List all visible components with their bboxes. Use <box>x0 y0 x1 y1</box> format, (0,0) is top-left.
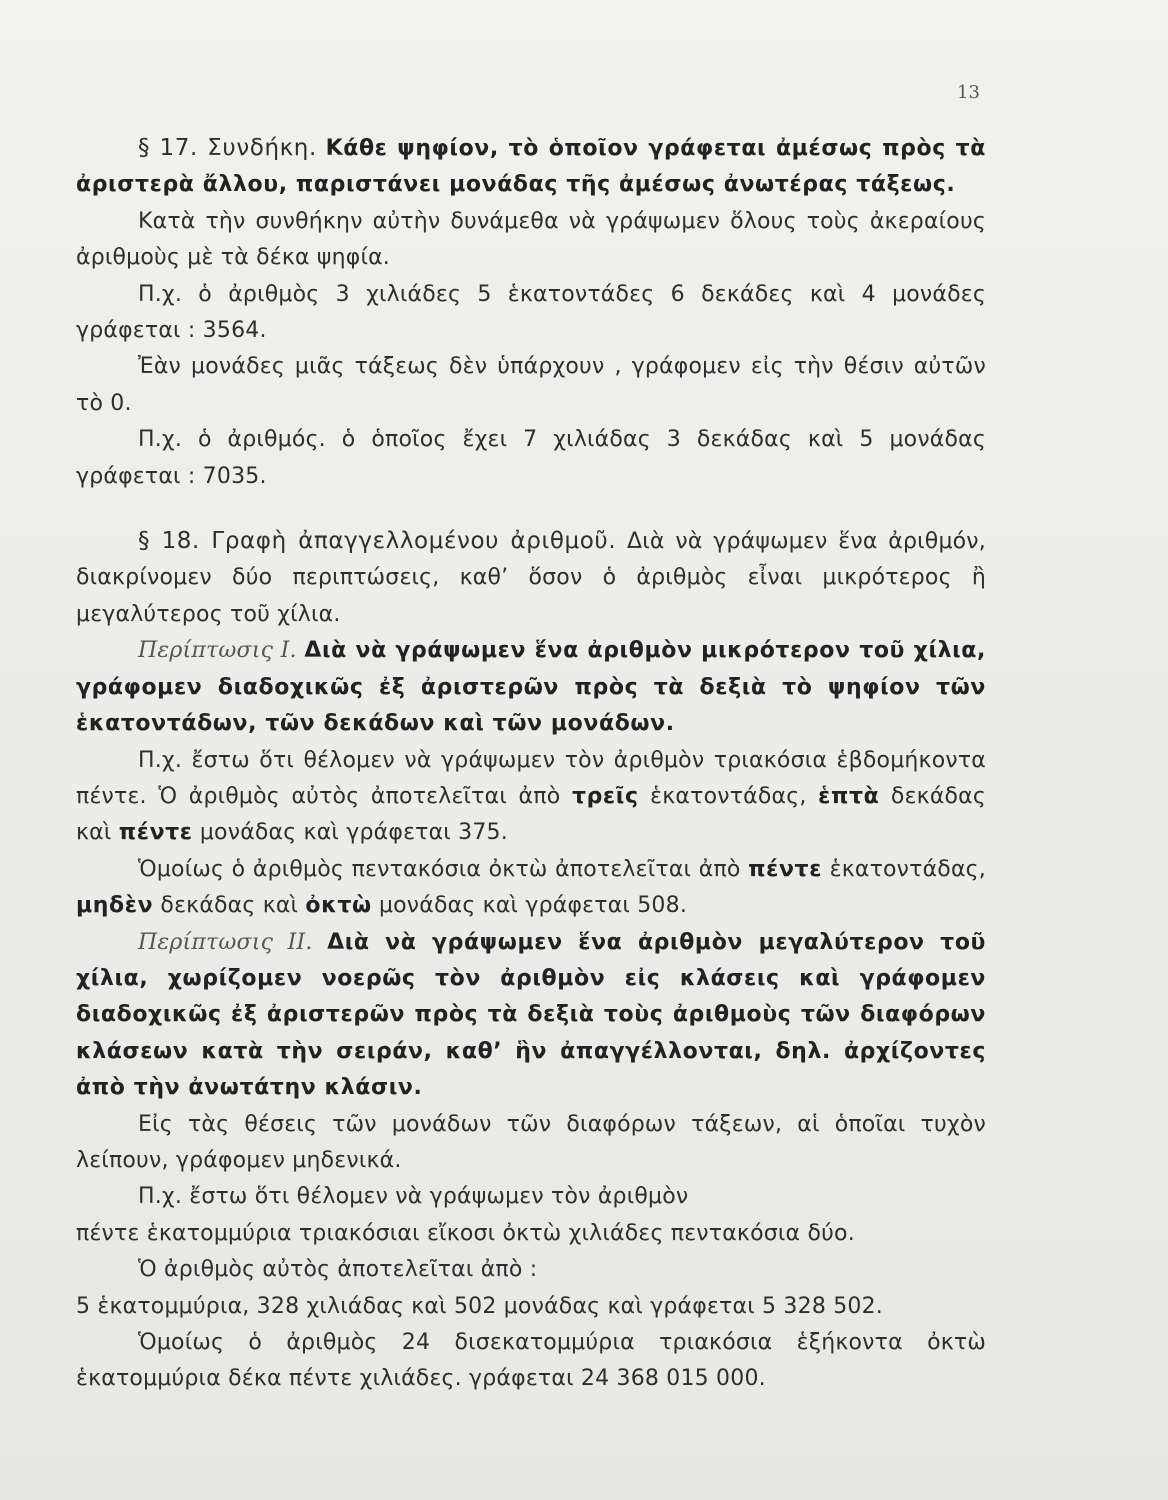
example-3-line: 5 ἑκατομμύρια, 328 χιλιάδας καὶ 502 μονάδας καὶ γράφεται 5 328 502. <box>76 1293 883 1319</box>
case-2-rule <box>76 925 986 1107</box>
section-17-rule-text: Κάθε ψηφίον, τὸ ὁποῖον γράφεται ἀμέσως πρὸς τὰ ἀριστερὰ ἄλλου, παριστάνει μονάδας τῆς ἀμέσως ἀνωτέρας τάξεως. <box>76 136 986 198</box>
section-18-intro <box>76 523 986 633</box>
case-1-rule-text: Διὰ νὰ γράψωμεν ἕνα ἀριθμὸν μικρότερον τοῦ χίλια, γράφομεν διαδοχικῶς ἐξ ἀριστερῶν πρὸς τὰ δεξιὰ τὸ ψηφίον τῶν ἑκατοντάδων, τῶν δεκάδων καὶ τῶν μονάδων. <box>76 638 986 737</box>
example-4: Ὁμοίως ὁ ἀριθμὸς 24 δισεκατομμύρια τριακόσια ἑξήκοντα ὀκτὼ ἑκατομμύρια δέκα πέντε χιλιάδες. γράφεται 24 368 015 000. <box>76 1330 986 1392</box>
text-run: μονάδας καὶ γράφεται 375. <box>199 820 508 846</box>
example-2 <box>76 852 986 925</box>
emphasis: μηδὲν <box>76 893 154 919</box>
paragraph: Εἰς τὰς θέσεις τῶν μονάδων τῶν διαφόρων τάξεων, αἱ ὁποῖαι τυχὸν λείπουν, γράφομεν μηδενικά. <box>76 1111 986 1173</box>
paragraph: Ἐὰν μονάδες μιᾶς τάξεως δὲν ὑπάρχουν , γράφομεν εἰς τὴν θέσιν αὐτῶν τὸ 0. <box>76 354 986 416</box>
text-run: μονάδας καὶ γράφεται 508. <box>378 893 688 919</box>
emphasis: πέντε <box>118 820 193 846</box>
case-2-label: Περίπτωσις II. <box>138 929 313 955</box>
example-3-line: Π.χ. ἔστω ὅτι θέλομεν νὰ γράψωμεν τὸν ἀριθμὸν <box>138 1184 689 1210</box>
section-18-intro-text: Διὰ νὰ γράψωμεν ἕνα ἀριθμόν, διακρίνομεν δύο περιπτώσεις, καθ’ ὅσον ὁ ἀριθμὸς εἶναι μικρότερος ἢ μεγαλύτερος τοῦ χίλια. <box>76 529 986 627</box>
paragraph: Π.χ. ὁ ἀριθμὸς 3 χιλιάδες 5 ἑκατοντάδες 6 δεκάδες καὶ 4 μονάδες γράφεται : 3564. <box>76 281 986 344</box>
section-17-rule <box>76 130 986 204</box>
section-18-heading: § 18. Γραφὴ ἀπαγγελλομένου ἀριθμοῦ. <box>138 528 617 555</box>
case-2-rule-text: Διὰ νὰ γράψωμεν ἕνα ἀριθμὸν μεγαλύτερον τοῦ χίλια, χωρίζομεν νοερῶς τὸν ἀριθμὸν εἰς κλάσεις καὶ γράφομεν διαδοχικῶς ἐξ ἀριστερῶν πρὸς τὰ δεξιὰ τοὺς ἀριθμοὺς τῶν διαφόρων κλάσεων κατὰ τὴν σειράν, καθ’ ἣν ἀπαγγέλλονται, δηλ. ἀρχίζοντες ἀπὸ τὴν ἀνωτάτην κλάσιν. <box>76 929 986 1101</box>
paragraph: Κατὰ τὴν συνθήκην αὐτὴν δυνάμεθα νὰ γράψωμεν ὅλους τοὺς ἀκεραίους ἀριθμοὺς μὲ τὰ δέκα ψηφία. <box>76 208 986 271</box>
example-1 <box>76 743 986 852</box>
example-3-line: πέντε ἑκατομμύρια τριακόσιαι εἴκοσι ὀκτὼ χιλιάδες πεντακόσια δύο. <box>76 1220 855 1246</box>
text-run: ἑκατοντάδας, <box>650 783 807 809</box>
page-number: 13 <box>957 82 980 103</box>
text-run: Ὁμοίως ὁ ἀριθμὸς πεντακόσια ὀκτὼ ἀποτελεῖται ἀπὸ <box>138 856 741 882</box>
text-run: ἑκατοντάδας, <box>829 856 986 882</box>
section-17-heading: § 17. Συνδήκη. <box>138 135 317 161</box>
text-run: Π.χ. ἔστω ὅτι θέλομεν νὰ γράψωμεν τὸν ἀριθμὸν τριακόσια ἑβδομήκοντα πέντε. Ὁ ἀριθμὸς αὐτὸς ἀποτελεῖται ἀπὸ <box>76 747 986 809</box>
emphasis: πέντε <box>748 856 823 882</box>
page-content <box>76 130 986 1398</box>
case-1-label: Περίπτωσις I. <box>138 638 297 664</box>
emphasis: τρεῖς <box>571 783 639 809</box>
example-3-line: Ὁ ἀριθμὸς αὐτὸς ἀποτελεῖται ἀπὸ : <box>138 1257 538 1283</box>
text-run: δεκάδας καὶ <box>76 783 986 846</box>
example-3 <box>76 1179 986 1325</box>
emphasis: ὀκτὼ <box>305 893 372 919</box>
emphasis: ἑπτὰ <box>818 783 880 809</box>
text-run: δεκάδας καὶ <box>160 893 299 919</box>
paragraph: Π.χ. ὁ ἀριθμός. ὁ ὁποῖος ἔχει 7 χιλιάδας 3 δεκάδας καὶ 5 μονάδας γράφεται : 7035. <box>76 427 986 489</box>
case-1-rule <box>76 633 986 742</box>
